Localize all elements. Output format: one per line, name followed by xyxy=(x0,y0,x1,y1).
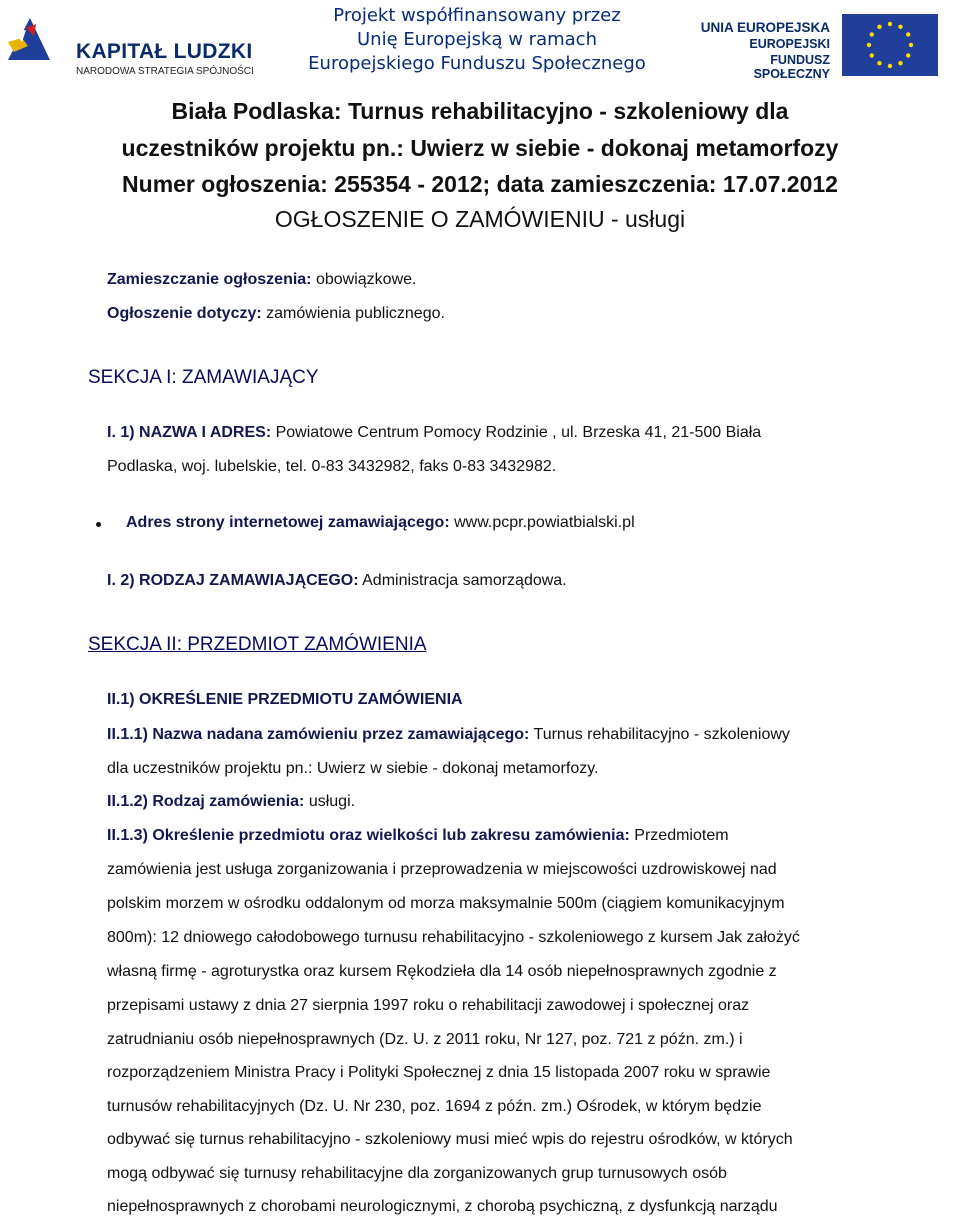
s1-name-address-label: I. 1) NAZWA I ADRES: xyxy=(107,424,272,441)
s1-type-label: I. 2) RODZAJ ZAMAWIAJĄCEGO: xyxy=(107,572,359,589)
body-line: turnusów rehabilitacyjnych (Dz. U. Nr 230, poz. 1694 z późn. zm.) Ośrodek, w którym będzie xyxy=(107,1098,762,1115)
cofinancing-line-2: Unię Europejską w ramach xyxy=(357,29,597,50)
posting-value: obowiązkowe. xyxy=(315,271,417,288)
website-value: www.pcpr.powiatbialski.pl xyxy=(454,514,635,531)
page-header xyxy=(0,0,960,82)
s2-1-2-row xyxy=(107,793,355,811)
document-title-line-2: uczestników projektu pn.: Uwierz w siebie - dokonaj metamorfozy xyxy=(121,135,839,161)
document-title-line-1: Biała Podlaska: Turnus rehabilitacyjno - szkoleniowy dla xyxy=(171,98,789,124)
body-line: mogą odbywać się turnusy rehabilitacyjne dla zorganizowanych grup turnusowych osób xyxy=(107,1165,727,1182)
s2-1-heading: II.1) OKREŚLENIE PRZEDMIOTU ZAMÓWIENIA xyxy=(107,691,463,708)
s2-1-2-value: usługi. xyxy=(308,793,356,810)
s1-type-value: Administracja samorządowa. xyxy=(362,572,567,589)
document-title-line-4: OGŁOSZENIE O ZAMÓWIENIU - usługi xyxy=(274,206,686,232)
eu-flag-icon xyxy=(842,14,938,76)
body-line: odbywać się turnus rehabilitacyjno - szkoleniowy musi mieć wpis do rejestru ośrodków, w których xyxy=(107,1131,793,1148)
section-1-heading: SEKCJA I: ZAMAWIAJĄCY xyxy=(88,367,319,388)
body-line: własną firmę - agroturystka oraz kursem Rękodzieła dla 14 osób niepełnosprawnych zgodnie z xyxy=(107,963,777,980)
body-line: zamówienia jest usługa zorganizowania i przeprowadzenia w miejscowości uzdrowiskowej nad xyxy=(107,861,777,878)
s2-1-3-label: II.1.3) Określenie przedmiotu oraz wielkości lub zakresu zamówienia: xyxy=(107,827,630,844)
website-label: Adres strony internetowej zamawiającego: xyxy=(126,514,450,531)
cofinancing-statement xyxy=(302,4,652,76)
kapital-ludzki-logo xyxy=(4,8,266,76)
section-2-heading: SEKCJA II: PRZEDMIOT ZAMÓWIENIA xyxy=(88,634,427,655)
document-title-line-3: Numer ogłoszenia: 255354 - 2012; data zamieszczenia: 17.07.2012 xyxy=(122,171,838,197)
kapital-ludzki-title: KAPITAŁ LUDZKI xyxy=(76,40,253,63)
s1-name-address-value: Powiatowe Centrum Pomocy Rodzinie , ul. Brzeska 41, 21-500 Biała xyxy=(275,424,762,441)
body-line: 800m): 12 dniowego całodobowego turnusu rehabilitacyjno - szkoleniowego z kursem Jak założyć xyxy=(107,929,800,946)
posting-row xyxy=(107,271,416,289)
cofinancing-line-3: Europejskiego Funduszu Społecznego xyxy=(308,53,646,74)
kapital-ludzki-emblem-icon xyxy=(4,12,54,62)
concerns-row xyxy=(107,305,445,323)
body-line: rozporządzeniem Ministra Pracy i Polityki Społecznej z dnia 15 listopada 2007 roku w sprawie xyxy=(107,1064,771,1081)
bullet-icon xyxy=(96,522,101,527)
eu-title: UNIA EUROPEJSKA xyxy=(700,20,830,35)
s1-name-address-row xyxy=(107,424,761,442)
kapital-ludzki-subtitle: NARODOWA STRATEGIA SPÓJNOŚCI xyxy=(76,66,254,77)
s2-1-1-label: II.1.1) Nazwa nadana zamówieniu przez zamawiającego: xyxy=(107,726,530,743)
eu-logo-text xyxy=(700,20,830,81)
body-line: polskim morzem w ośrodku oddalonym od morza maksymalnie 500m (ciągiem komunikacyjnym xyxy=(107,895,785,912)
s1-type-row xyxy=(107,572,567,590)
body-line: niepełnosprawnych z chorobami neurologicznymi, z chorobą psychiczną, z dysfunkcją narządu xyxy=(107,1198,778,1215)
website-row xyxy=(126,514,635,532)
s1-name-address-cont: Podlaska, woj. lubelskie, tel. 0-83 3432982, faks 0-83 3432982. xyxy=(107,458,557,475)
concerns-value: zamówienia publicznego. xyxy=(266,305,445,322)
body-line: zatrudnianiu osób niepełnosprawnych (Dz. U. z 2011 roku, Nr 127, poz. 721 z późn. zm.) i xyxy=(107,1031,743,1048)
s2-1-1-row xyxy=(107,726,790,744)
efs-title-1: EUROPEJSKI xyxy=(749,37,830,51)
efs-title-2: FUNDUSZ SPOŁECZNY xyxy=(753,53,830,81)
cofinancing-line-1: Projekt współfinansowany przez xyxy=(333,5,621,26)
s2-1-3-value: Przedmiotem xyxy=(634,827,729,844)
body-line: przepisami ustawy z dnia 27 sierpnia 1997 roku o rehabilitacji zawodowej i społecznej oraz xyxy=(107,997,750,1014)
posting-label: Zamieszczanie ogłoszenia: xyxy=(107,271,312,288)
s2-1-3-row xyxy=(107,827,729,845)
s2-1-1-value: Turnus rehabilitacyjno - szkoleniowy xyxy=(533,726,790,743)
s2-1-2-label: II.1.2) Rodzaj zamówienia: xyxy=(107,793,305,810)
concerns-label: Ogłoszenie dotyczy: xyxy=(107,305,262,322)
s2-1-1-cont: dla uczestników projektu pn.: Uwierz w siebie - dokonaj metamorfozy. xyxy=(107,760,599,777)
